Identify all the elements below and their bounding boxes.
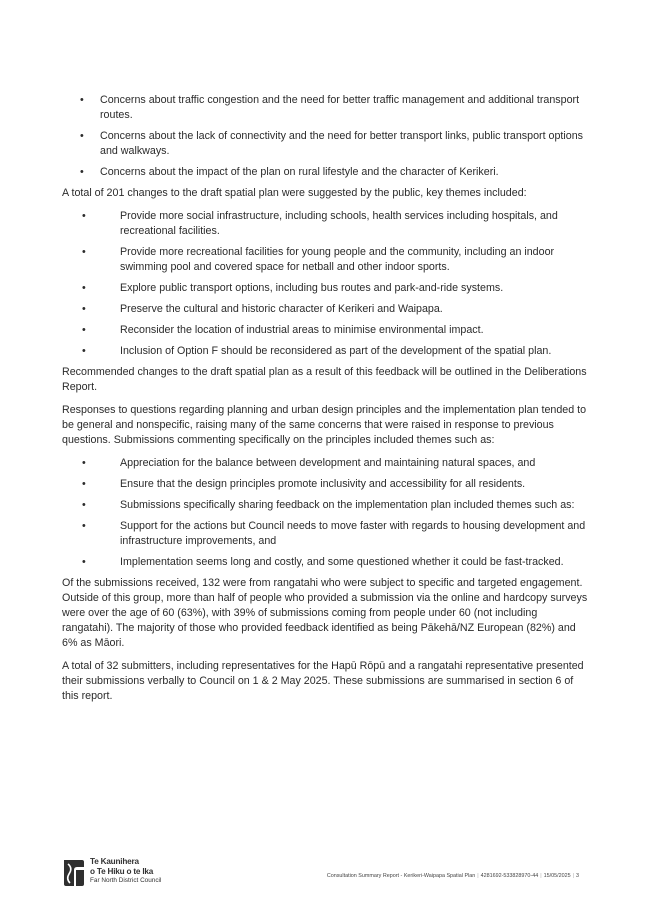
paragraph-changes: A total of 201 changes to the draft spatial plan were suggested by the public, key themes included: [62,187,527,199]
paragraph-submissions: Of the submissions received, 132 were from rangatahi who were subject to specific and targeted engagement. Outside of this group, more than half of people who provided a submission via the online and hardcopy surveys were over the age of 60 (63%), with 39% of submissions coming from people under 60 (not including rangatahi). The majority of those who provided feedback identified as being Pākehā/NZ European (82%) and 6% as Māori. [62,577,588,649]
council-logo-icon [62,858,86,888]
concerns-list [62,93,590,180]
bullet-glyph: • [82,457,86,469]
list-item-text: Provide more social infrastructure, including schools, health services including hospitals, and recreational facilities. [120,210,558,237]
list-item-text: Submissions specifically sharing feedback on the implementation plan included themes such as: [120,499,575,511]
list-item-text: Inclusion of Option F should be reconsidered as part of the development of the spatial plan. [120,345,552,357]
footer-doc-title: Consultation Summary Report - Kerikeri-Waipapa Spatial Plan [326,873,476,879]
bullet-glyph: • [82,499,86,511]
bullet-glyph: • [82,556,86,568]
page-number: 3 [576,873,579,879]
bullet-glyph: • [82,478,86,490]
logo-line: o Te Hiku o te Ika [90,866,154,876]
list-item-text: Concerns about traffic congestion and the need for better traffic management and additional transport routes. [100,94,580,121]
list-item-text: Provide more recreational facilities for young people and the community, including an indoor swimming pool and covered space for netball and other indoor sports. [120,246,555,273]
list-item [62,165,590,180]
bullet-glyph: • [80,130,84,142]
footer-separator: | [572,873,574,879]
list-item-text: Explore public transport options, including bus routes and park-and-ride systems. [120,282,504,294]
principles-list [62,456,590,570]
list-item-text: Ensure that the design principles promote inclusivity and accessibility for all residents. [120,478,526,490]
list-item [62,519,590,549]
bullet-glyph: • [82,520,86,532]
list-item-text: Appreciation for the balance between development and maintaining natural spaces, and [120,457,536,469]
bullet-glyph: • [82,324,86,336]
list-item [62,93,590,123]
list-item [62,477,590,492]
footer-document-info [327,873,579,879]
list-item [62,209,590,239]
page-footer [62,856,582,890]
list-item-text: Support for the actions but Council needs to move faster with regards to housing development and infrastructure improvements, and [120,520,586,547]
logo-line: Te Kaunihera [90,857,139,866]
list-item-text: Preserve the cultural and historic character of Kerikeri and Waipapa. [120,303,443,315]
footer-doc-ref: 4281692-533828970-44 [480,873,539,879]
list-item [62,323,590,338]
footer-date: 15/05/2025 [543,873,571,879]
bullet-glyph: • [80,166,84,178]
document-body [62,93,590,712]
footer-separator: | [477,873,479,879]
council-logo-text [90,857,161,886]
list-item [62,456,590,471]
list-item [62,281,590,296]
list-item-text: Implementation seems long and costly, and some questioned whether it could be fast-tracked. [120,556,564,568]
list-item-text: Concerns about the impact of the plan on rural lifestyle and the character of Kerikeri. [100,166,499,178]
list-item [62,129,590,159]
bullet-glyph: • [82,210,86,222]
council-logo [62,856,172,890]
list-item [62,344,590,359]
paragraph-responses: Responses to questions regarding planning and urban design principles and the implementation plan tended to be general and nonspecific, raising many of the same concerns that were raised in response to previous questions. Submissions commenting specifically on the principles included themes such as: [62,404,587,446]
list-item [62,245,590,275]
list-item [62,555,590,570]
logo-line: Far North District Council [90,877,162,884]
list-item-text: Reconsider the location of industrial areas to minimise environmental impact. [120,324,484,336]
bullet-glyph: • [80,94,84,106]
list-item [62,302,590,317]
paragraph-verbal: A total of 32 submitters, including representatives for the Hapū Rōpū and a rangatahi representative presented their submissions verbally to Council on 1 & 2 May 2025. These submissions are summarised in section 6 of this report. [62,660,584,702]
paragraph-recommended: Recommended changes to the draft spatial plan as a result of this feedback will be outlined in the Deliberations Report. [62,366,587,393]
footer-separator: | [540,873,542,879]
changes-list [62,209,590,359]
bullet-glyph: • [82,282,86,294]
bullet-glyph: • [82,345,86,357]
list-item-text: Concerns about the lack of connectivity and the need for better transport links, public transport options and walkways. [100,130,583,157]
bullet-glyph: • [82,246,86,258]
bullet-glyph: • [82,303,86,315]
list-item [62,498,590,513]
